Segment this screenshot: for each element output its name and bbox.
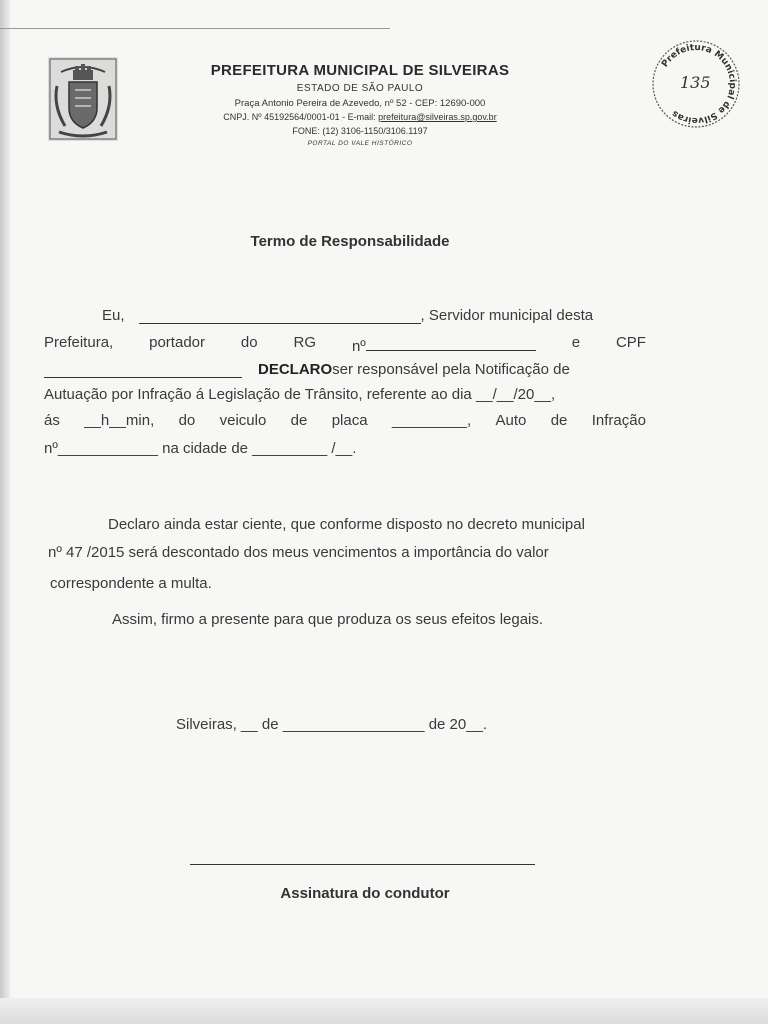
- paragraph-line-1: [44, 307, 646, 324]
- text-prefeitura: Prefeitura,: [44, 334, 114, 351]
- rg-group: [352, 334, 536, 355]
- scan-top-line: [0, 28, 390, 29]
- text-portador: portador: [149, 334, 205, 351]
- text-auto: Auto: [495, 412, 527, 429]
- paragraph-2-line-1: Declaro ainda estar ciente, que conforme disposto no decreto municipal: [108, 516, 585, 533]
- signature-line[interactable]: [190, 864, 535, 865]
- paragraph-line-4: Autuação por Infração á Legislação de Trânsito, referente ao dia __/__/20__,: [44, 386, 556, 403]
- text-eu: Eu,: [102, 307, 125, 324]
- paragraph-line-5: [44, 412, 646, 429]
- blank-placa: _________,: [391, 412, 472, 429]
- blank-rg-field[interactable]: [366, 334, 536, 351]
- text-infracao: Infração: [591, 412, 646, 429]
- header-title: PREFEITURA MUNICIPAL DE SILVEIRAS: [210, 62, 510, 79]
- header-cnpj-line: [170, 112, 550, 122]
- header-email: prefeitura@silveiras.sp.gov.br: [378, 112, 497, 122]
- paragraph-3: Assim, firmo a presente para que produza os seus efeitos legais.: [112, 611, 544, 628]
- document-title: Termo de Responsabilidade: [250, 233, 450, 250]
- header-cnpj: CNPJ. Nº 45192564/0001-01 - E-mail:: [223, 112, 379, 122]
- blank-name-field[interactable]: [139, 307, 421, 324]
- header-state: ESTADO DE SÃO PAULO: [296, 83, 424, 94]
- paragraph-2-line-3: correspondente a multa.: [50, 575, 212, 592]
- stamp-page-number: 135: [680, 73, 711, 92]
- scan-bottom-edge: [0, 998, 768, 1024]
- paragraph-line-6: nº____________ na cidade de _________ /__.: [44, 440, 357, 457]
- header-portal: PORTAL DO VALE HISTÓRICO: [307, 140, 413, 147]
- text-rg: RG: [293, 334, 317, 351]
- text-do: do: [240, 334, 258, 351]
- signature-label: Assinatura do condutor: [280, 885, 450, 902]
- text-veiculo: veiculo: [219, 412, 267, 429]
- scan-edge: [0, 0, 10, 1024]
- blank-cpf-field[interactable]: [44, 361, 242, 378]
- municipal-stamp-icon: [650, 38, 742, 130]
- text-do-2: do: [178, 412, 196, 429]
- text-servidor: , Servidor municipal desta: [420, 307, 594, 324]
- text-as: ás: [44, 412, 60, 429]
- text-hora: __h__min,: [84, 412, 155, 429]
- text-no: nº: [351, 337, 366, 355]
- header-address: Praça Antonio Pereira de Azevedo, nº 52 - CEP: 12690-000: [234, 98, 486, 109]
- date-line: Silveiras, __ de _________________ de 20__.: [176, 716, 488, 733]
- stamp-ring-text: Prefeitura Municipal de Silveiras: [660, 42, 738, 126]
- coat-of-arms-icon: [47, 56, 119, 142]
- text-cpf: CPF: [615, 334, 646, 351]
- text-declaro: DECLARO: [258, 361, 333, 378]
- header-phone: FONE: (12) 3106-1150/3106.1197: [292, 126, 428, 136]
- text-de-2: de: [550, 412, 568, 429]
- paragraph-2-line-2: nº 47 /2015 será descontado dos meus vencimentos a importância do valor: [48, 544, 549, 561]
- paragraph-line-3: [44, 361, 646, 378]
- text-e: e: [571, 334, 581, 351]
- paragraph-line-2: [44, 334, 646, 355]
- text-placa: placa: [331, 412, 368, 429]
- text-responsavel: ser responsável pela Notificação de: [332, 361, 570, 378]
- text-de: de: [290, 412, 308, 429]
